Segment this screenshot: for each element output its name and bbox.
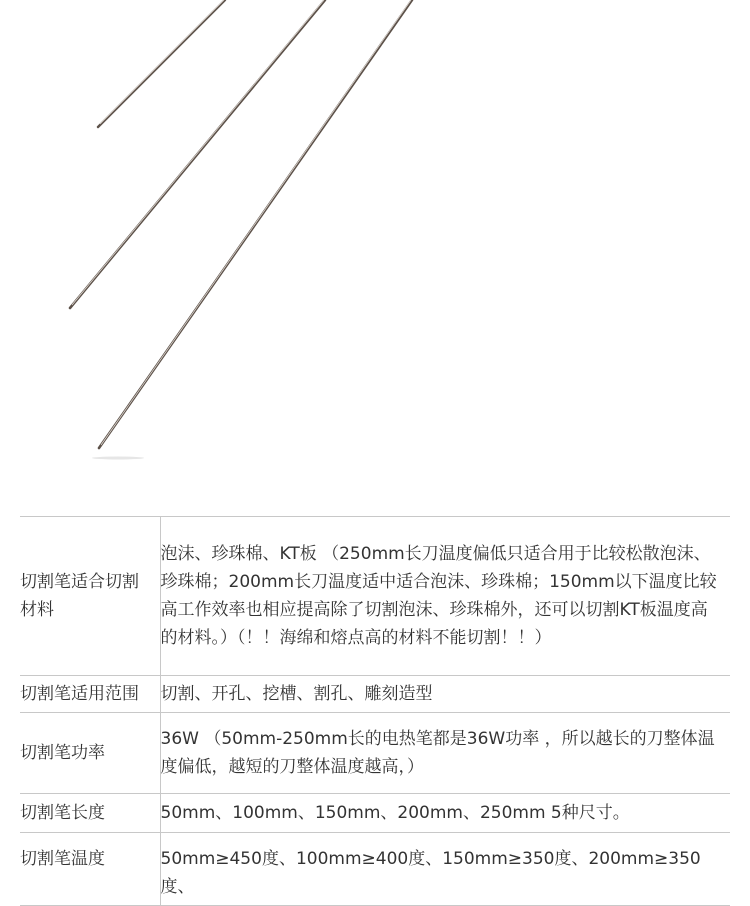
spec-value-power: 36W （50mm-250mm长的电热笔都是36W功率 ，所以越长的刀整体温度偏低，越短的刀整体温度越高，）: [160, 713, 730, 794]
spec-label-materials: 切割笔适合切割材料: [20, 517, 160, 676]
table-row: [20, 676, 730, 713]
table-row: [20, 833, 730, 906]
spec-label-length: 切割笔长度: [20, 794, 160, 833]
table-row: [20, 517, 730, 676]
spec-label-usage: 切割笔适用范围: [20, 676, 160, 713]
spec-value-materials: 泡沫、珍珠棉、KT板 （250mm长刀温度偏低只适合用于比较松散泡沫、珍珠棉；200mm长刀温度适中适合泡沫、珍珠棉；150mm以下温度比较高工作效率也相应提高除了切割泡沫、珍珠棉外，还可以切割KT板温度高的材料。）（！！海绵和熔点高的材料不能切割！！）: [160, 517, 730, 676]
table-row: [20, 713, 730, 794]
spec-table: [20, 516, 730, 906]
spec-value-length: 50mm、100mm、150mm、200mm、250mm 5种尺寸。: [160, 794, 730, 833]
blade-medium: [70, 0, 325, 308]
table-row: [20, 794, 730, 833]
spec-label-power: 切割笔功率: [20, 713, 160, 794]
spec-value-usage: 切割、开孔、挖槽、割孔、雕刻造型: [160, 676, 730, 713]
spec-label-temperature: 切割笔温度: [20, 833, 160, 906]
blade-short: [98, 0, 225, 127]
spec-value-temperature: 50mm≥450度、100mm≥400度、150mm≥350度、200mm≥350度、: [160, 833, 730, 906]
